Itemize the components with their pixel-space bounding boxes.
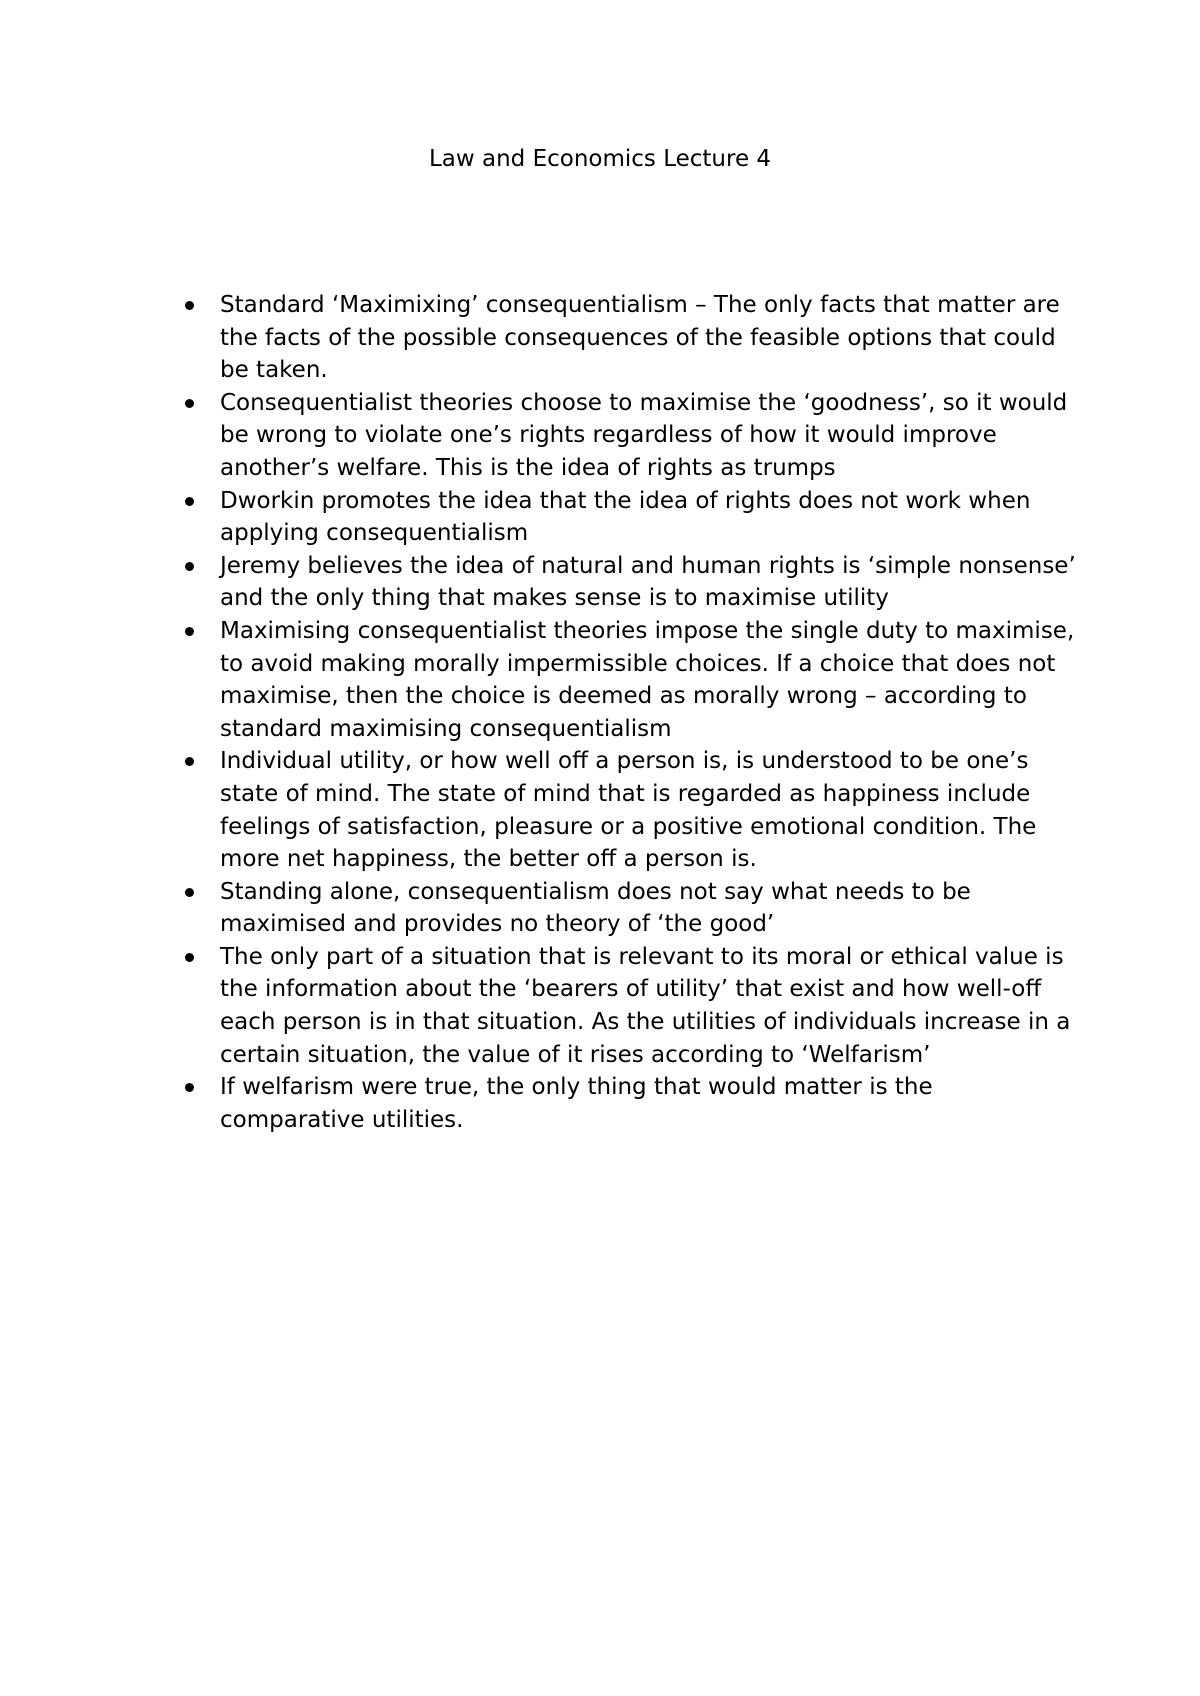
list-item-text: Consequentialist theories choose to maximise the ‘goodness’, so it would be wrong to violate one’s rights regardless of how it would improve another’s welfare. This is the idea of rights as trumps [220,389,1068,481]
list-item-text: Maximising consequentialist theories impose the single duty to maximise, to avoid making morally impermissible choices. If a choice that does not maximise, then the choice is deemed as morally wrong – according to standard maximising consequentialism [220,617,1075,742]
list-item [180,289,1080,387]
list-item-text: Jeremy believes the idea of natural and human rights is ‘simple nonsense’ and the only thing that makes sense is to maximise utility [220,552,1076,612]
list-item-text: The only part of a situation that is relevant to its moral or ethical value is the information about the ‘bearers of utility’ that exist and how well-off each person is in that situation. As the utilities of individuals increase in a certain situation, the value of it rises according to ‘Welfarism’ [220,943,1071,1068]
list-item [180,1071,1080,1136]
list-item [180,745,1080,875]
bullet-icon [185,562,194,571]
bullet-icon [185,497,194,506]
list-item [180,876,1080,941]
bullet-icon [185,301,194,310]
page-title: Law and Economics Lecture 4 [428,146,772,172]
list-item [180,485,1080,550]
list-item-text: Standing alone, consequentialism does not say what needs to be maximised and provides no theory of ‘the good’ [220,878,971,938]
bullet-icon [185,1083,194,1092]
list-item-text: If welfarism were true, the only thing that would matter is the comparative utilities. [220,1074,933,1133]
bullet-icon [185,627,194,636]
bullet-icon [185,888,194,897]
list-item-text: Individual utility, or how well off a person is, is understood to be one’s state of mind. The state of mind that is regarded as happiness include feelings of satisfaction, pleasure or a positive emotional condition. The more net happiness, the better off a person is. [220,748,1037,873]
bullet-list [180,289,1080,1136]
bullet-icon [185,757,194,766]
list-item-text: Dworkin promotes the idea that the idea of rights does not work when applying consequentialism [220,487,1031,547]
list-item [180,941,1080,1071]
bullet-icon [185,953,194,962]
list-item-text: Standard ‘Maximixing’ consequentialism – The only facts that matter are the facts of the possible consequences of the feasible options that could be taken. [220,292,1060,384]
list-item [180,615,1080,745]
list-item [180,550,1080,615]
bullet-icon [185,399,194,408]
list-item [180,387,1080,485]
